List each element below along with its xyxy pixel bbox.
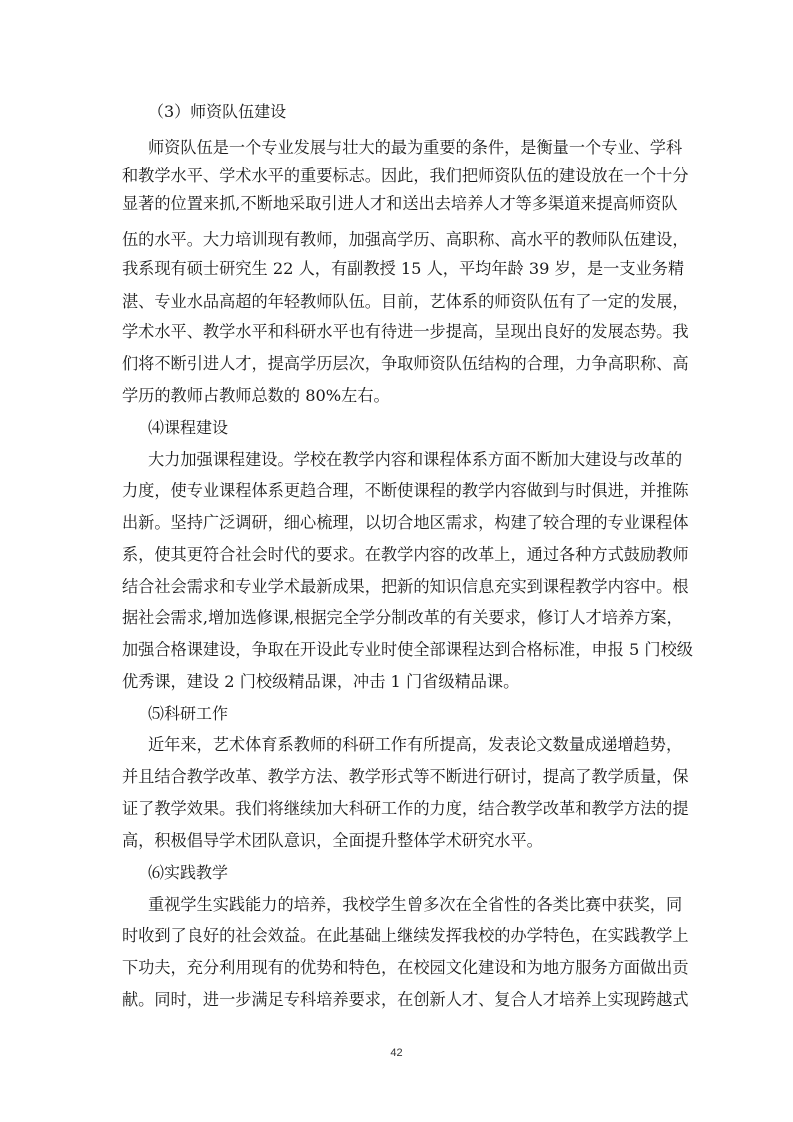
paragraph-line: 据社会需求,增加选修课,根据完全学分制改革的有关要求，修订人才培养方案， [122,608,683,627]
paragraph-line: 学历的教师占教师总数的 80%左右。 [122,386,390,405]
paragraph-line: 并且结合教学改革、教学方法、教学形式等不断进行研讨，提高了教学质量，保 [122,767,689,786]
paragraph-line: 们将不断引进人才，提高学历层次，争取师资队伍结构的合理，力争高职称、高 [122,354,689,373]
section-heading-curriculum: ⑷课程建设 [148,418,229,437]
paragraph-line: 时收到了良好的社会效益。在此基础上继续发挥我校的办学特色，在实践教学上 [122,926,689,945]
paragraph-line: 高，积极倡导学术团队意识，全面提升整体学术研究水平。 [122,831,543,850]
paragraph-line: 系，使其更符合社会时代的要求。在教学内容的改革上，通过各种方式鼓励教师 [122,545,689,564]
section-heading-practice: ⑹实践教学 [148,863,229,882]
paragraph-line: 证了教学效果。我们将继续加大科研工作的力度，结合教学改革和教学方法的提 [122,799,689,818]
page-number: 42 [390,1047,403,1059]
paragraph-line: 近年来，艺术体育系教师的科研工作有所提高，发表论文数量成递增趋势， [148,735,683,754]
paragraph-line: 大力加强课程建设。学校在教学内容和课程体系方面不断加大建设与改革的 [148,450,683,469]
paragraph-line: 出新。坚持广泛调研，细心梳理，以切合地区需求，构建了较合理的专业课程体 [122,513,689,532]
paragraph-line: 重视学生实践能力的培养，我校学生曾多次在全省性的各类比赛中获奖，同 [148,895,683,914]
section-heading-faculty: （3）师资队伍建设 [148,102,287,121]
paragraph-line: 学术水平、教学水平和科研水平也有待进一步提高，呈现出良好的发展态势。我 [122,322,689,341]
paragraph-line: 显著的位置来抓,不断地采取引进人才和送出去培养人才等多渠道来提高师资队 [122,194,678,213]
section-heading-research: ⑸科研工作 [148,704,229,723]
paragraph-line: 下功夫，充分利用现有的优势和特色，在校园文化建设和为地方服务方面做出贡 [122,958,689,977]
paragraph-line: 结合社会需求和专业学术最新成果，把新的知识信息充实到课程教学内容中。根 [122,577,689,596]
paragraph-line: 师资队伍是一个专业发展与壮大的最为重要的条件，是衡量一个专业、学科 [148,138,683,157]
paragraph-line: 湛、专业水品高超的年轻教师队伍。目前，艺体系的师资队伍有了一定的发展， [122,292,689,311]
paragraph-line: 我系现有硕士研究生 22 人，有副教授 15 人，平均年龄 39 岁，是一支业务精 [122,259,685,278]
paragraph-line: 伍的水平。大力培训现有教师，加强高学历、高职称、高水平的教师队伍建设， [122,230,689,249]
paragraph-line: 献。同时，进一步满足专科培养要求，在创新人才、复合人才培养上实现跨越式 [122,990,689,1009]
paragraph-line: 和教学水平、学术水平的重要标志。因此，我们把师资队伍的建设放在一个十分 [122,166,689,185]
paragraph-line: 优秀课，建设 2 门校级精品课，冲击 1 门省级精品课。 [122,672,520,691]
paragraph-line: 加强合格课建设，争取在开设此专业时使全部课程达到合格标准，申报 5 门校级 [122,640,693,659]
paragraph-line: 力度，使专业课程体系更趋合理，不断使课程的教学内容做到与时俱进，并推陈 [122,481,689,500]
